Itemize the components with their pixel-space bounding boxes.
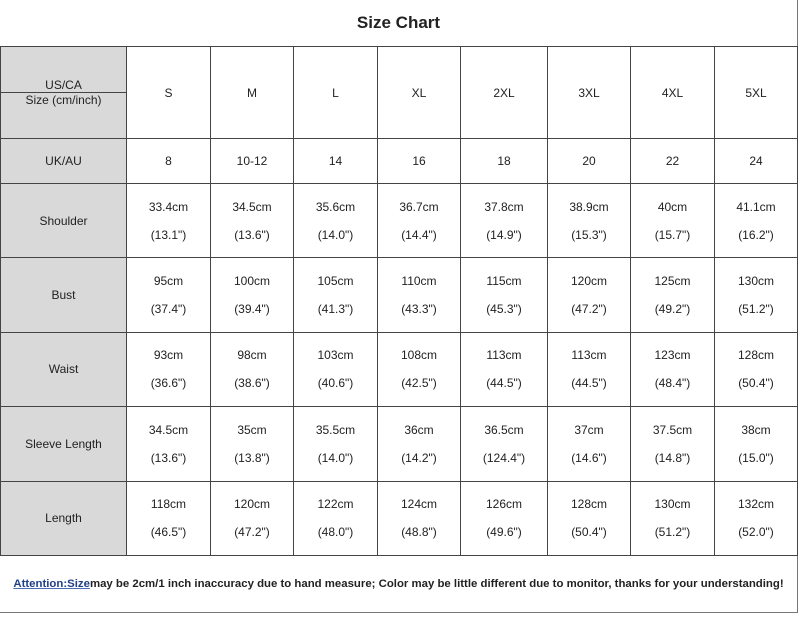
measurement-cell (548, 258, 631, 332)
cm-value: 93cm (153, 348, 184, 363)
inch-value: (124.4") (482, 450, 526, 465)
inch-value: (42.5") (401, 376, 437, 391)
measurement-cell (211, 407, 294, 481)
inch-value: (48.0") (317, 525, 354, 540)
chart-title: Size Chart (0, 0, 797, 47)
size-header-cell: 3XL (548, 47, 631, 139)
inch-value: (13.1") (150, 227, 187, 242)
cm-value: 113cm (486, 348, 522, 363)
cm-value: 115cm (486, 274, 522, 289)
uk-au-cell: 24 (715, 139, 798, 184)
inch-value: (40.6") (317, 376, 354, 391)
attention-note (0, 556, 797, 612)
measurement-cell (378, 332, 461, 406)
cm-value: 125cm (654, 274, 691, 289)
inch-value: (14.8") (654, 450, 691, 465)
measurement-cell (631, 481, 715, 555)
uk-au-cell: 20 (548, 139, 631, 184)
measurement-cell (127, 258, 211, 332)
uk-au-cell: 10-12 (211, 139, 294, 184)
measurement-label: Length (1, 481, 127, 555)
inch-value: (44.5") (486, 376, 522, 391)
measurement-cell (548, 332, 631, 406)
inch-value: (47.2") (571, 302, 607, 317)
inch-value: (14.4") (401, 227, 437, 242)
measurement-row (1, 407, 798, 481)
measurement-cell (127, 407, 211, 481)
uk-au-cell: 14 (294, 139, 378, 184)
cm-value: 36.5cm (484, 422, 524, 437)
inch-value: (50.4") (571, 525, 607, 540)
cm-value: 36cm (404, 422, 434, 437)
inch-value: (13.6") (234, 227, 270, 242)
measurement-cell (461, 481, 548, 555)
inch-value: (41.3") (317, 302, 354, 317)
attention-text: may be 2cm/1 inch inaccuracy due to hand measure; Color may be little different due to monitor, thanks for your understanding! (89, 578, 784, 590)
cm-value: 122cm (317, 497, 354, 512)
inch-value: (15.3") (571, 227, 607, 242)
cm-value: 128cm (737, 348, 775, 363)
uk-au-row (1, 139, 798, 184)
measurement-cell (294, 332, 378, 406)
measurement-cell (548, 407, 631, 481)
measurement-cell (548, 481, 631, 555)
cm-value: 95cm (153, 274, 184, 289)
measurement-cell (211, 332, 294, 406)
size-header-cell: M (211, 47, 294, 139)
inch-value: (15.7") (654, 227, 691, 242)
cm-value: 41.1cm (736, 199, 776, 214)
cm-value: 123cm (654, 348, 691, 363)
cm-value: 120cm (570, 274, 608, 289)
cm-value: 118cm (150, 497, 187, 512)
inch-value: (13.8") (234, 450, 270, 465)
inch-value: (46.5") (150, 525, 187, 540)
uk-au-cell: 16 (378, 139, 461, 184)
inch-value: (39.4") (234, 302, 270, 317)
cm-value: 110cm (401, 274, 437, 289)
measurement-cell (715, 407, 798, 481)
measurement-cell (211, 258, 294, 332)
measurement-label: Waist (1, 332, 127, 406)
cm-value: 128cm (570, 497, 608, 512)
cm-value: 33.4cm (148, 199, 189, 214)
measurement-cell (461, 407, 548, 481)
measurement-cell (631, 407, 715, 481)
cm-value: 36.7cm (399, 199, 439, 214)
size-table (0, 46, 798, 556)
cm-value: 38.9cm (569, 199, 609, 214)
cm-value: 37.5cm (652, 422, 693, 437)
cm-value: 98cm (237, 348, 267, 363)
inch-value: (14.6") (571, 450, 607, 465)
measurement-cell (294, 258, 378, 332)
measurement-cell (631, 258, 715, 332)
us-ca-label: US/CA (1, 78, 126, 93)
cm-value: 130cm (654, 497, 691, 512)
measurement-cell (378, 407, 461, 481)
measurement-cell (127, 332, 211, 406)
cm-value: 35cm (237, 422, 267, 437)
cm-value: 132cm (737, 497, 775, 512)
cm-value: 37cm (574, 422, 604, 437)
cm-value: 103cm (317, 348, 354, 363)
measurement-cell (631, 184, 715, 258)
size-header-cell: L (294, 47, 378, 139)
inch-value: (43.3") (401, 302, 437, 317)
cm-value: 130cm (737, 274, 775, 289)
inch-value: (37.4") (150, 302, 187, 317)
measurement-cell (631, 332, 715, 406)
uk-au-label: UK/AU (1, 139, 127, 184)
cm-value: 105cm (317, 274, 354, 289)
measurement-cell (378, 184, 461, 258)
measurement-cell (715, 332, 798, 406)
cm-value: 124cm (400, 497, 438, 512)
inch-value: (49.2") (654, 302, 691, 317)
measurement-cell (211, 481, 294, 555)
inch-value: (14.9") (486, 227, 522, 242)
measurement-label: Shoulder (1, 184, 127, 258)
measurement-cell (548, 184, 631, 258)
inch-value: (50.4") (738, 376, 774, 391)
measurement-label: Sleeve Length (1, 407, 127, 481)
measurement-cell (127, 481, 211, 555)
measurement-cell (294, 184, 378, 258)
inch-value: (14.2") (401, 450, 437, 465)
inch-value: (47.2") (234, 525, 270, 540)
cm-value: 34.5cm (148, 422, 189, 437)
measurement-row (1, 258, 798, 332)
attention-lead: Attention:Size (13, 578, 90, 590)
cm-value: 40cm (657, 199, 688, 214)
size-header-cell: 4XL (631, 47, 715, 139)
measurement-cell (378, 258, 461, 332)
inch-value: (52.0") (738, 525, 774, 540)
inch-value: (45.3") (486, 302, 522, 317)
inch-value: (51.2") (654, 525, 691, 540)
uk-au-cell: 18 (461, 139, 548, 184)
uk-au-cell: 22 (631, 139, 715, 184)
cm-value: 108cm (400, 348, 438, 363)
measurement-row (1, 332, 798, 406)
size-header-cell: XL (378, 47, 461, 139)
inch-value: (48.4") (654, 376, 691, 391)
size-header-cell: 5XL (715, 47, 798, 139)
cm-value: 126cm (485, 497, 523, 512)
measurement-cell (378, 481, 461, 555)
measurement-cell (715, 184, 798, 258)
cm-value: 100cm (233, 274, 271, 289)
inch-value: (38.6") (234, 376, 270, 391)
inch-value: (49.6") (486, 525, 522, 540)
size-header-row (1, 47, 798, 139)
measurement-cell (211, 184, 294, 258)
measurement-row (1, 481, 798, 555)
measurement-cell (127, 184, 211, 258)
measurement-cell (294, 481, 378, 555)
inch-value: (44.5") (571, 376, 607, 391)
size-header-cell: 2XL (461, 47, 548, 139)
cm-value: 37.8cm (484, 199, 524, 214)
inch-value: (36.6") (150, 376, 187, 391)
measurement-cell (461, 258, 548, 332)
inch-value: (14.0") (317, 227, 354, 242)
measurement-cell (461, 184, 548, 258)
measurement-row (1, 184, 798, 258)
inch-value: (48.8") (401, 525, 437, 540)
cm-value: 35.5cm (315, 422, 356, 437)
cm-value: 34.5cm (232, 199, 272, 214)
inch-value: (51.2") (738, 302, 774, 317)
cm-value: 38cm (741, 422, 771, 437)
inch-value: (15.0") (738, 450, 774, 465)
inch-value: (16.2") (738, 227, 774, 242)
cm-value: 113cm (571, 348, 607, 363)
measurement-cell (715, 481, 798, 555)
cm-value: 120cm (233, 497, 271, 512)
inch-value: (13.6") (150, 450, 187, 465)
measurement-cell (294, 407, 378, 481)
size-header-cell: S (127, 47, 211, 139)
header-label-cell (1, 47, 127, 139)
inch-value: (14.0") (317, 450, 354, 465)
size-unit-label: Size (cm/inch) (25, 93, 102, 107)
measurement-label: Bust (1, 258, 127, 332)
uk-au-cell: 8 (127, 139, 211, 184)
cm-value: 35.6cm (315, 199, 356, 214)
measurement-cell (461, 332, 548, 406)
measurement-cell (715, 258, 798, 332)
